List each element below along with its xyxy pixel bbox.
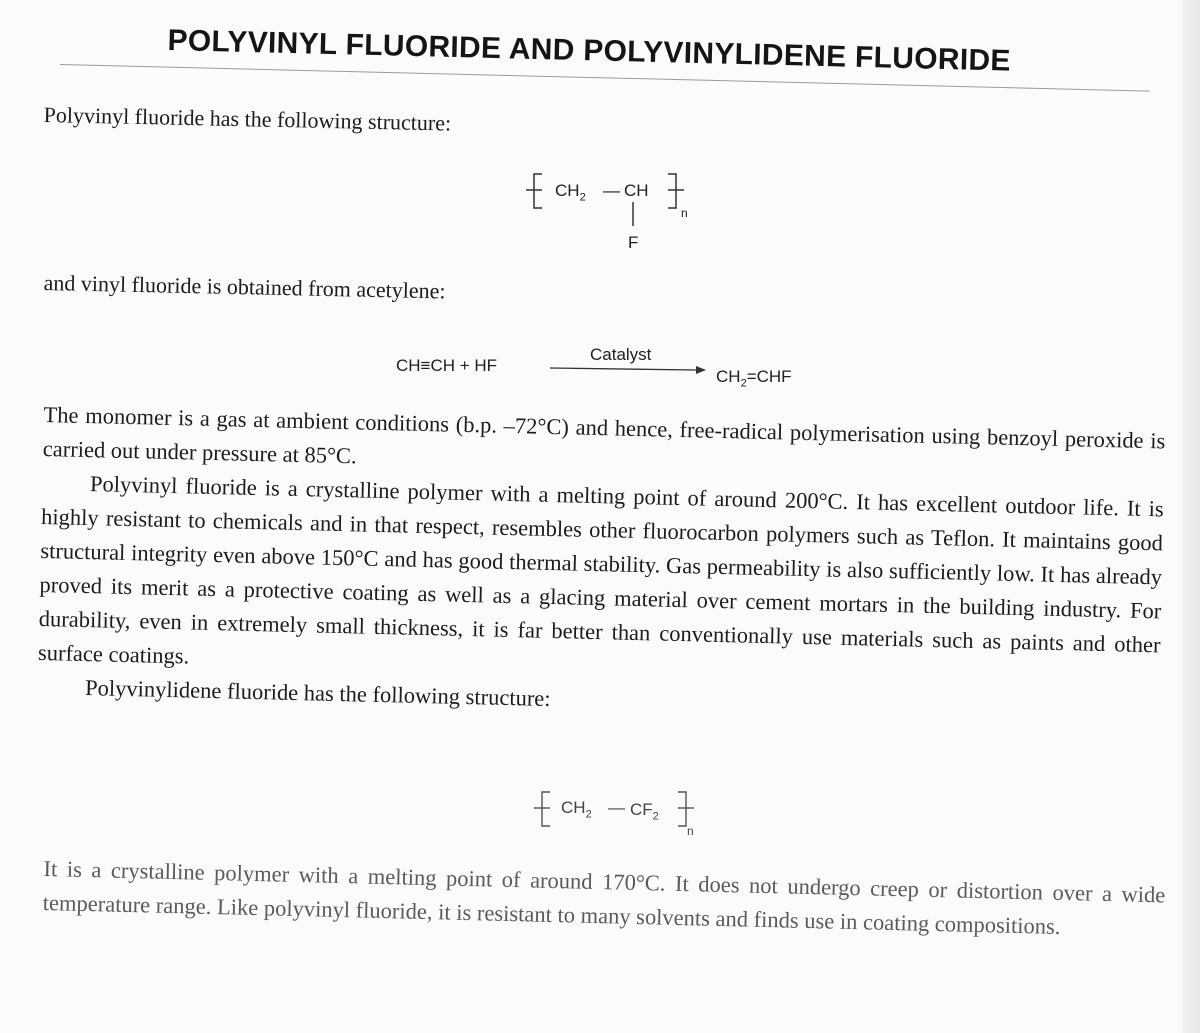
pvf-bracket-lines <box>520 168 720 258</box>
pvf-unit-left: $CH_2$ <box>555 181 586 204</box>
pvdf-bond: — <box>608 798 625 817</box>
intro-pvf: Polyvinyl fluoride has the following structure: <box>43 101 452 136</box>
pvdf-unit-right: $CF_2$ <box>630 800 659 823</box>
pvf-bond: — <box>603 181 620 200</box>
reaction-reactants: CH≡CH + HF <box>396 356 498 375</box>
page-edge <box>1182 0 1200 1033</box>
pvdf-bracket-lines <box>528 786 728 846</box>
reaction-product: $CH_2=CHF$ <box>716 367 792 390</box>
intro-vf: and vinyl fluoride is obtained from acetylene: <box>43 269 446 304</box>
pvf-unit-right: CH <box>624 181 649 200</box>
pvdf-unit-left: $CH_2$ <box>561 798 592 821</box>
page-title: POLYVINYL FLUORIDE AND POLYVINYLIDENE FLUORIDE <box>167 24 1012 78</box>
body-text <box>37 398 1166 730</box>
closing-text <box>42 852 1165 946</box>
paragraph-properties: Polyvinyl fluoride is a crystalline polymer with a melting point of around 200°C. It has excellent outdoor life. It is highly resistant to chemicals and in that respect, resembles other fluorocarbon polymers such as Teflon. It maintains good structural integrity even above 150°C and has good thermal stability. Gas permeability is also sufficiently low. It has already proved its merit as a protective coating as well as a glacing material over cement mortars in the building industry. For durability, even in extremely small thickness, it is far better than conventionally use materials such as paints and other surface coatings. <box>37 471 1164 669</box>
paragraph-monomer: The monomer is a gas at ambient conditions (b.p. –72°C) and hence, free-radical polymerisation using benzoyl peroxide is carried out under pressure at 85°C. <box>42 401 1166 469</box>
reaction-arrow <box>550 362 720 376</box>
reaction-catalyst: Catalyst <box>590 345 652 364</box>
paragraph-pvdf-properties: It is a crystalline polymer with a melting point of around 170°C. It does not undergo creep or distortion over a wide temperature range. Like polyvinyl fluoride, it is resistant to many solvents and finds use in coating compositions. <box>42 855 1166 939</box>
pvf-substituent: F <box>628 233 639 252</box>
paragraph-pvdf-intro: Polyvinylidene fluoride has the following structure: <box>84 675 551 712</box>
pvf-repeat: n <box>681 206 688 220</box>
pvdf-repeat: n <box>687 824 694 838</box>
